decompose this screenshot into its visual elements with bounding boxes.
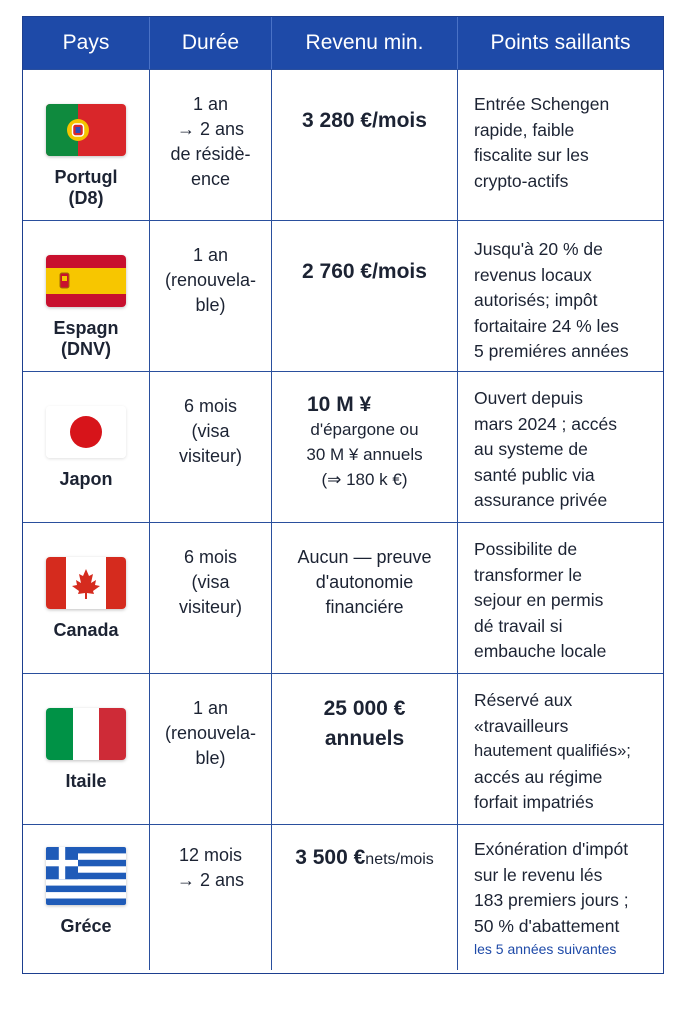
table-row [23, 69, 663, 220]
points-line: mars 2024 ; accés [474, 413, 617, 434]
points-cell [458, 372, 663, 522]
points-cell [458, 70, 663, 220]
duration-cell [150, 221, 272, 371]
visa-comparison-table [22, 16, 664, 974]
table-row [23, 220, 663, 371]
visa-type: (D8) [68, 188, 104, 208]
income-suffix: nets/mois [365, 851, 434, 868]
points-cell [458, 825, 663, 970]
duration-line: 12 mois [178, 845, 243, 865]
duration-line: visiteur) [178, 597, 242, 617]
duration-line: visiteur) [178, 446, 242, 466]
duration-line: 6 mois [183, 547, 237, 567]
duration-line: (renouvela- [164, 723, 257, 743]
duration-line: ble) [195, 295, 226, 315]
country-cell [23, 825, 150, 970]
points-line: sur le revenu lés [474, 864, 603, 885]
points-line: «travailleurs [474, 715, 569, 736]
table-header [23, 17, 663, 69]
country-name: Espagn [53, 318, 119, 338]
income-value: 3 280 €/mois [302, 109, 427, 132]
duration-cell [150, 825, 272, 970]
points-line: 5 premiéres années [474, 341, 629, 361]
income-value: 2 760 €/mois [302, 260, 427, 283]
points-cell [458, 674, 663, 824]
header-points: Points saillants [490, 31, 631, 54]
points-cell [458, 523, 663, 673]
duration-line: 1 an [192, 94, 229, 114]
table-row [23, 522, 663, 673]
duration-cell [150, 372, 272, 522]
points-line: forfait impatriés [474, 792, 594, 812]
country-cell [23, 372, 150, 522]
header-pays: Pays [23, 17, 150, 69]
country-cell [23, 221, 150, 371]
country-name: Canada [53, 620, 119, 640]
duration-line: 6 mois [183, 396, 237, 416]
income-cell [272, 221, 458, 371]
country-name: Gréce [60, 916, 112, 936]
country-cell [23, 70, 150, 220]
canada-flag-icon [46, 557, 126, 609]
points-line: Réservé aux [474, 690, 573, 710]
income-cell [272, 372, 458, 522]
table-row [23, 824, 663, 970]
income-value: 3 500 € [295, 846, 366, 869]
points-line: Possibilite de [474, 539, 578, 559]
points-line: sejour en permis [474, 590, 604, 610]
points-line: embauche locale [474, 641, 607, 661]
duration-line: 1 an [192, 245, 229, 265]
income-line: (⇒ 180 k €) [321, 470, 408, 489]
income-cell [272, 674, 458, 824]
duration-line: ble) [195, 748, 226, 768]
income-line: d'autonomie [315, 572, 414, 592]
points-line: fortaitaire 24 % les [474, 315, 619, 336]
visa-type: (DNV) [61, 339, 111, 359]
table-row [23, 371, 663, 522]
greece-flag-icon [46, 847, 126, 905]
points-line: revenus locaux [474, 264, 592, 285]
points-line: les 5 années suivantes [474, 941, 617, 957]
duration-cell [150, 523, 272, 673]
points-line: hautement qualifiés»; [474, 742, 631, 760]
country-name: Portugl [54, 167, 118, 187]
points-cell [458, 221, 663, 371]
duration-line: (renouvela- [164, 270, 257, 290]
income-line: financiére [325, 597, 404, 617]
income-line: d'épargone ou [310, 420, 419, 439]
duration-line: → 2 ans [176, 119, 245, 139]
points-line: Jusqu'à 20 % de [474, 239, 603, 259]
duration-cell [150, 70, 272, 220]
income-cell [272, 825, 458, 970]
points-line: rapide, faible [474, 119, 575, 140]
country-name: Japon [59, 469, 113, 489]
points-line: santé public via [474, 464, 595, 485]
points-line: Entrée Schengen [474, 94, 610, 114]
table-row [23, 673, 663, 824]
italy-flag-icon [46, 708, 126, 760]
points-line: assurance privée [474, 490, 608, 510]
portugal-flag-icon [46, 104, 126, 156]
income-cell [272, 70, 458, 220]
duration-cell [150, 674, 272, 824]
duration-line: ence [190, 169, 231, 189]
country-cell [23, 674, 150, 824]
points-line: accés au régime [474, 766, 603, 787]
duration-line: 1 an [192, 698, 229, 718]
duration-line: (visa [191, 421, 230, 441]
income-line: Aucun — preuve [297, 547, 432, 567]
income-value: 10 M ¥ [307, 393, 372, 416]
points-line: autorisés; impôt [474, 290, 598, 310]
duration-line: → 2 ans [176, 870, 245, 890]
duration-line: de résidè- [170, 144, 251, 164]
header-revenu: Revenu min. [272, 17, 458, 69]
income-line: 30 M ¥ annuels [306, 445, 423, 464]
points-line: Ouvert depuis [474, 388, 583, 408]
points-line: fiscalite sur les [474, 145, 589, 165]
points-line: transformer le [474, 564, 582, 585]
points-line: au systeme de [474, 439, 588, 459]
country-name: Itaile [65, 771, 107, 791]
points-line: dé travail si [474, 615, 563, 636]
income-unit: annuels [324, 727, 405, 750]
income-value: 25 000 € [323, 697, 406, 720]
points-line: crypto-actifs [474, 170, 569, 191]
income-cell [272, 523, 458, 673]
country-cell [23, 523, 150, 673]
spain-flag-icon [46, 255, 126, 307]
points-line: Exónération d'impót [474, 839, 629, 859]
points-line: 50 % d'abattement [474, 915, 620, 936]
points-line: 183 premiers jours ; [474, 890, 629, 910]
header-duree: Durée [150, 17, 272, 69]
duration-line: (visa [191, 572, 230, 592]
japan-flag-icon [46, 406, 126, 458]
